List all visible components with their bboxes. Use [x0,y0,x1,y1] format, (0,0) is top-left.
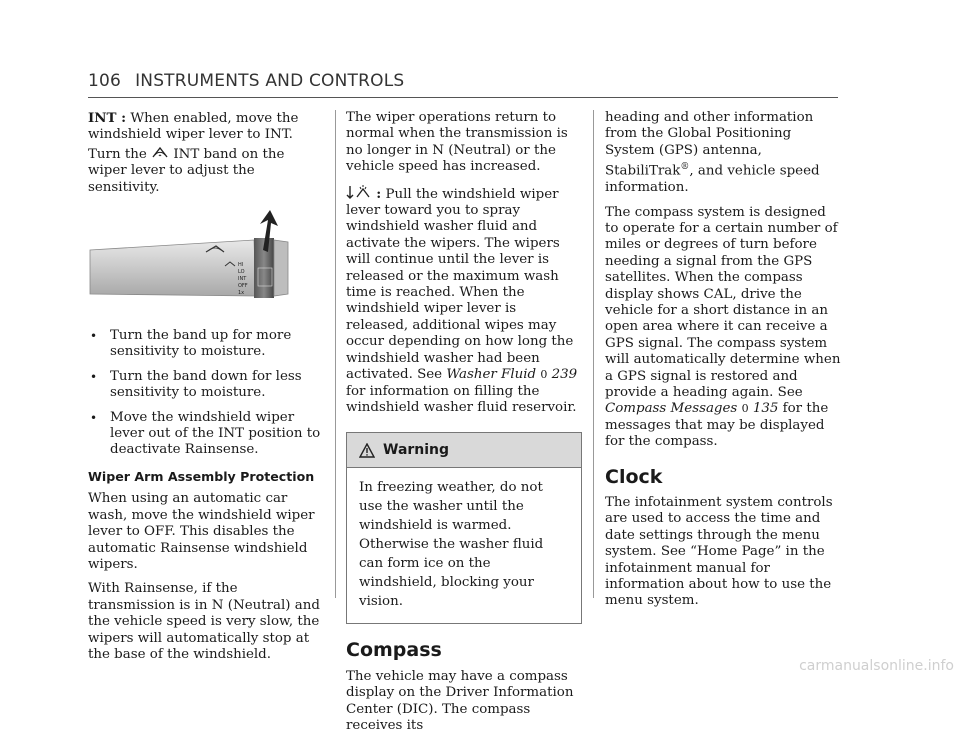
watermark: carmanualsonline.info [799,658,954,674]
column-divider [335,110,336,598]
rain-sensor-icon [151,144,169,160]
lever-mark-int: INT [238,276,247,283]
list-item: • Turn the band down for less sensitivity to moisture. [88,369,324,402]
warning-box [346,432,582,624]
page-header [88,71,838,91]
lever-mark-hi: HI [238,262,244,269]
sensitivity-bullet-list [88,328,324,459]
washer-pull-icon [346,184,372,200]
lever-mark-lo: LO [238,269,245,276]
page-number: 106 [88,71,122,91]
column-3 [605,110,841,618]
column-1 [88,110,324,671]
washer-fluid-page-link[interactable]: 239 [551,367,578,383]
column-divider [593,110,594,598]
paragraph: The infotainment system controls are used to access the time and date settings through the menu system. See “Home Page” in the infotainment manual for information about how to use the menu system. [605,495,833,609]
heading-compass: Compass [346,639,442,662]
header-rule [88,97,838,98]
paragraph: The compass system is designed to operate for a certain number of miles or degrees of turn before needing a signal from the GPS satellites. When the compass display shows CAL, drive the vehicle for a short distance in an open area where it can receive a GPS signal. The compass system will automatically determine when a GPS signal is restored and provide a heading again. See Compass Messages 0 135 for the messages that may be displayed for the compass. [605,204,841,450]
warning-title: Warning [383,442,450,459]
page-ref-arrow-icon: 0 [540,368,548,382]
warning-body: In freezing weather, do not use the washer until the windshield is warmed. Otherwise the washer fluid can form ice on the windshield, blocking your vision. [359,480,544,610]
compass-messages-page-link[interactable]: 135 [752,401,779,417]
registered-mark: ® [680,162,690,173]
heading-clock: Clock [605,465,663,488]
list-item: • Move the windshield wiper lever out of the INT position to deactivate Rainsense. [88,410,324,459]
warning-triangle-icon [359,443,375,458]
lever-mark-off: OFF [238,283,248,290]
page-ref-arrow-icon: 0 [741,402,749,416]
warning-header [347,433,581,468]
column-2 [346,110,582,742]
lever-mark-mist: 1x [238,290,245,297]
section-title: INSTRUMENTS AND CONTROLS [135,71,405,91]
int-label: INT : [88,110,127,126]
subheading-wiper-protection: Wiper Arm Assembly Protection [88,468,315,484]
paragraph: The vehicle may have a compass display on the Driver Information Center (DIC). The compass receives its [346,668,574,733]
washer-label: : [376,185,382,202]
paragraph: When using an automatic car wash, move the windshield wiper lever to OFF. This disables the automatic Rainsense windshield wipers. [88,491,315,572]
wiper-lever-illustration [88,210,324,312]
int-paragraph: INT : When enabled, move the windshield wiper lever to INT. Turn the INT band on the wiper lever to adjust the sensitivity. [88,110,299,195]
paragraph: heading and other information from the Global Positioning System (GPS) antenna, StabiliTrak®, and vehicle speed information. [605,110,820,196]
washer-paragraph: : Pull the windshield wiper lever toward you to spray windshield washer fluid and activate the wipers. The wipers will continue until the lever is released or the maximum wash time is reached. When the windshield wiper lever is released, additional wipes may occur depending on how long the windshield washer had been activated. See Washer Fluid 0 239 for information on filling the windshield washer fluid reservoir. [346,185,578,415]
compass-messages-link[interactable]: Compass Messages [605,401,738,417]
list-item: • Turn the band up for more sensitivity to moisture. [88,328,324,361]
washer-fluid-link[interactable]: Washer Fluid [446,367,537,383]
paragraph: The wiper operations return to normal when the transmission is no longer in N (Neutral) or the vehicle speed has increased. [346,110,568,175]
paragraph: With Rainsense, if the transmission is in N (Neutral) and the vehicle speed is very slow, the wipers will automatically stop at the base of the windshield. [88,581,320,662]
